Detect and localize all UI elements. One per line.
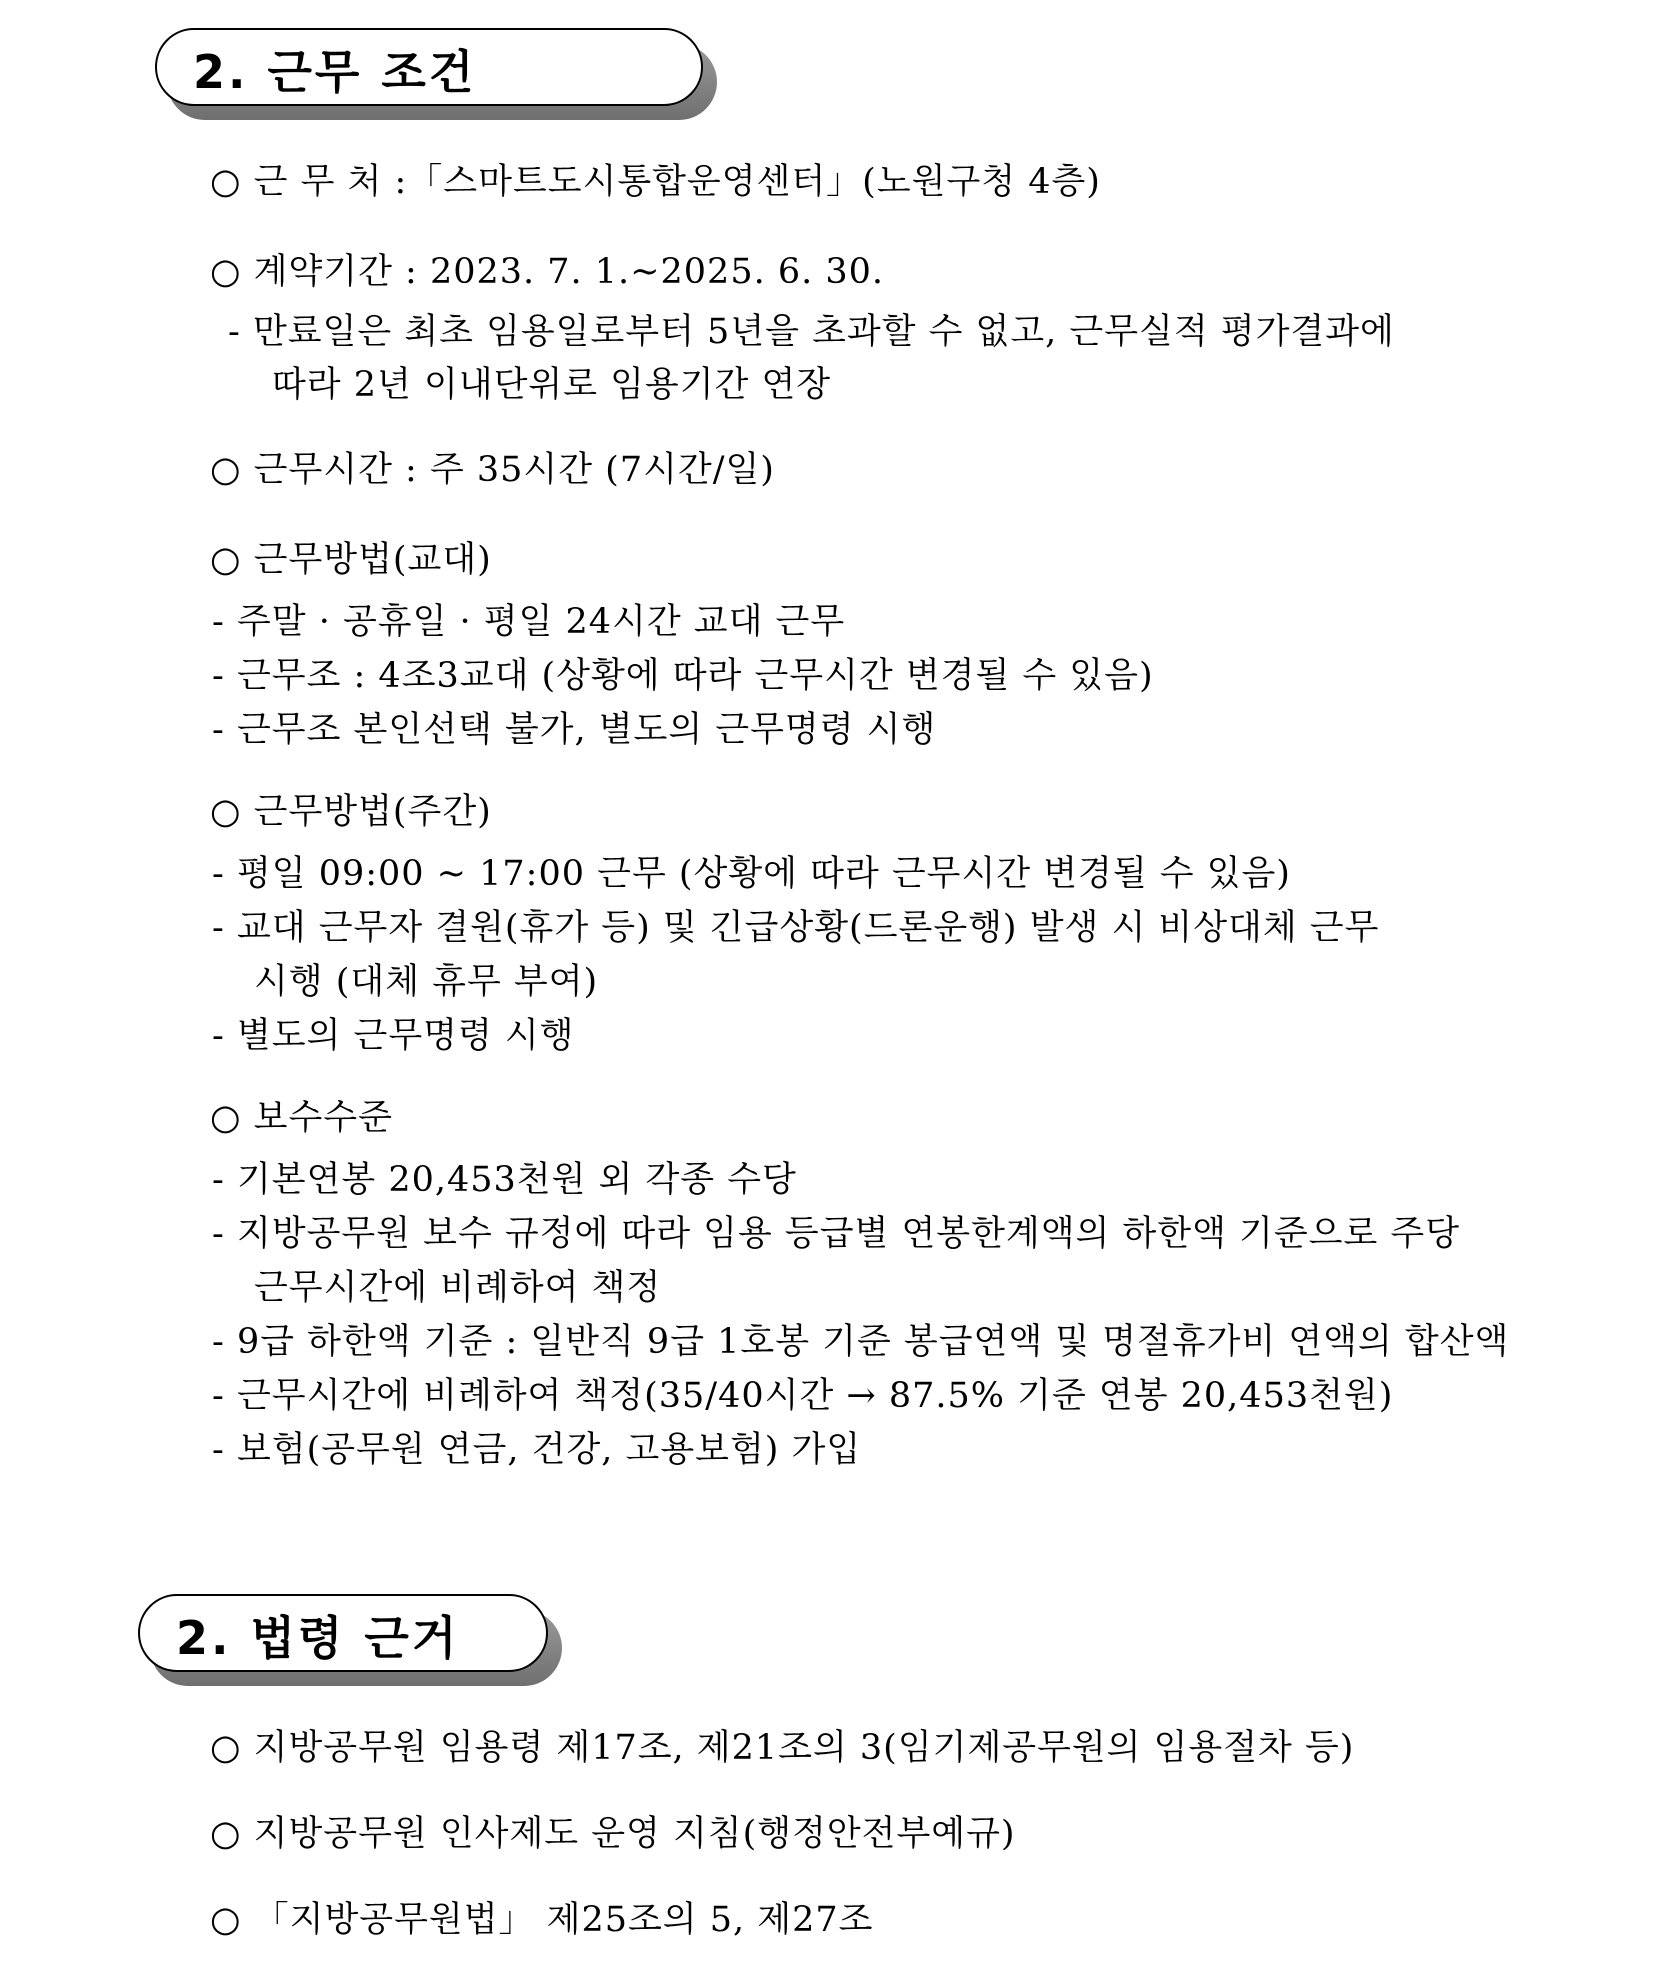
text-line: - 별도의 근무명령 시행	[212, 1016, 575, 1056]
section-title-pill	[155, 28, 703, 106]
text-line: ○ 계약기간 : 2023. 7. 1.~2025. 6. 30.	[210, 252, 885, 292]
text-line: 시행 (대체 휴무 부여)	[254, 962, 599, 1002]
text-line: - 교대 근무자 결원(휴가 등) 및 긴급상황(드론운행) 발생 시 비상대체 근무	[212, 908, 1380, 948]
text-line: ○ 「지방공무원법」 제25조의 5, 제27조	[210, 1900, 874, 1940]
text-line: - 9급 하한액 기준 : 일반직 9급 1호봉 기준 봉급연액 및 명절휴가비 연액의 합산액	[212, 1322, 1510, 1362]
text-line: ○ 지방공무원 인사제도 운영 지침(행정안전부예규)	[210, 1814, 1016, 1854]
text-line: ○ 지방공무원 임용령 제17조, 제21조의 3(임기제공무원의 임용절차 등)	[210, 1728, 1355, 1768]
text-line: ○ 근무방법(주간)	[210, 792, 492, 832]
section-title: 2. 법령 근거	[176, 1611, 460, 1665]
text-line: - 지방공무원 보수 규정에 따라 임용 등급별 연봉한계액의 하한액 기준으로 주당	[212, 1214, 1461, 1254]
text-line: - 근무조 본인선택 불가, 별도의 근무명령 시행	[212, 710, 937, 750]
text-line: - 평일 09:00 ~ 17:00 근무 (상황에 따라 근무시간 변경될 수 있음)	[212, 854, 1291, 894]
section-title: 2. 근무 조건	[193, 45, 477, 99]
text-line: 따라 2년 이내단위로 임용기간 연장	[272, 365, 832, 405]
text-line: - 만료일은 최초 임용일로부터 5년을 초과할 수 없고, 근무실적 평가결과에	[228, 312, 1395, 352]
text-line: - 보험(공무원 연금, 건강, 고용보험) 가입	[212, 1430, 862, 1470]
text-line: ○ 근무시간 : 주 35시간 (7시간/일)	[210, 450, 775, 490]
text-line: ○ 보수수준	[210, 1098, 393, 1138]
text-line: - 근무시간에 비례하여 책정(35/40시간 → 87.5% 기준 연봉 20,453천원)	[212, 1376, 1394, 1416]
text-line: - 주말 · 공휴일 · 평일 24시간 교대 근무	[212, 602, 846, 642]
text-line: ○ 근무방법(교대)	[210, 540, 492, 580]
text-line: - 근무조 : 4조3교대 (상황에 따라 근무시간 변경될 수 있음)	[212, 656, 1154, 696]
section-title-pill	[138, 1594, 548, 1672]
text-line: - 기본연봉 20,453천원 외 각종 수당	[212, 1160, 797, 1200]
text-line: ○ 근 무 처 :「스마트도시통합운영센터」(노원구청 4층)	[210, 162, 1101, 202]
text-line: 근무시간에 비례하여 책정	[254, 1268, 662, 1308]
